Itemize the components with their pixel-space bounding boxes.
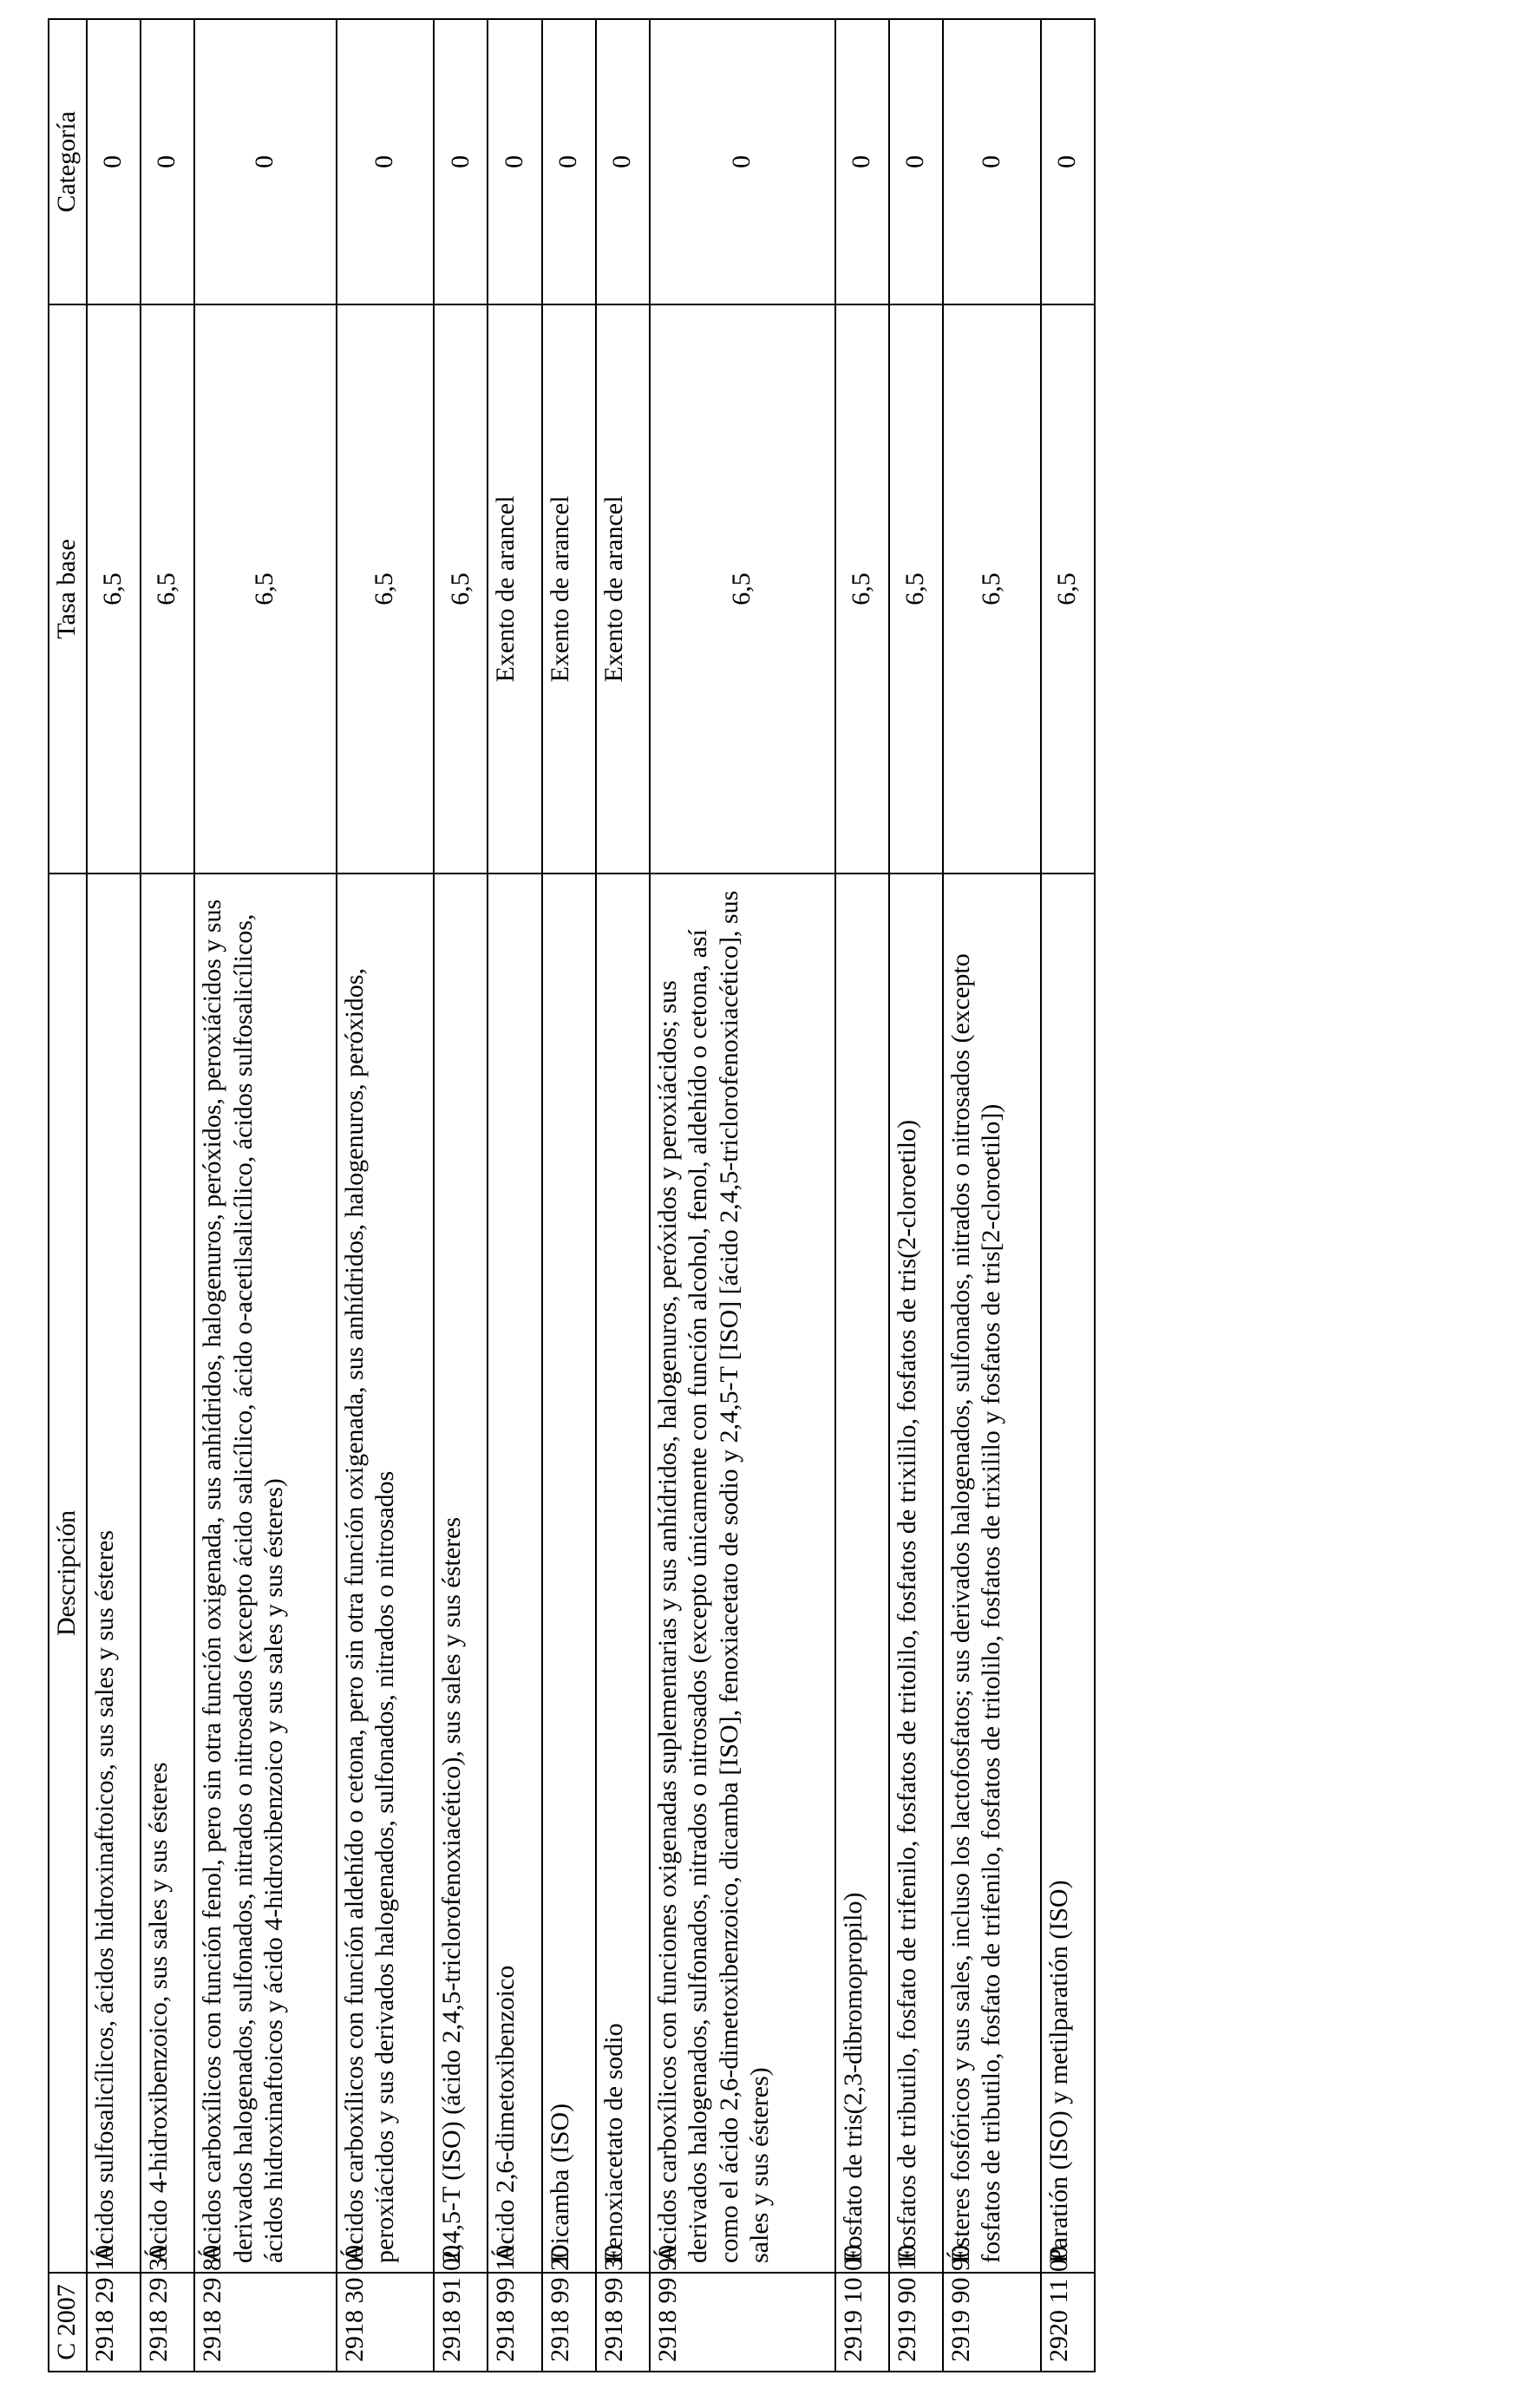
cell-base-rate: Exento de arancel <box>596 304 650 874</box>
cell-description: Ácido 2,6-dimetoxibenzoico <box>488 874 541 2273</box>
cell-description: Ácidos sulfosalicílicos, ácidos hidroxinaftoicos, sus sales y sus ésteres <box>87 874 141 2273</box>
cell-category: 0 <box>434 19 488 304</box>
cell-code: 2918 29 10 <box>87 2273 141 2372</box>
cell-category: 0 <box>1041 19 1095 304</box>
cell-description: Dicamba (ISO) <box>542 874 596 2273</box>
cell-base-rate: Exento de arancel <box>542 304 596 874</box>
cell-code: 2918 99 30 <box>596 2273 650 2372</box>
header-category: Categoría <box>49 19 87 304</box>
header-base-rate: Tasa base <box>49 304 87 874</box>
cell-base-rate: 6,5 <box>87 304 141 874</box>
cell-description: Ácidos carboxílicos con funciones oxigenadas suplementarias y sus anhídridos, halogenuros, peróxidos y peroxiácidos; sus derivados halogenados, sulfonados, nitrados o nitrosados (excepto únicamente con función alcohol, fenol, aldehído o cetona, así como el ácido 2,6-dimetoxibenzoico, dicamba [ISO], fenoxiacetato de sodio y 2,4,5-T [ISO] [ácido 2,4,5-triclorofenoxiacético], sus sales y sus ésteres) <box>650 874 835 2273</box>
cell-code: 2920 11 00 <box>1041 2273 1095 2372</box>
table-row <box>650 19 835 2372</box>
table-row <box>488 19 541 2372</box>
rotated-page <box>48 20 1096 2372</box>
cell-base-rate: 6,5 <box>141 304 194 874</box>
cell-category: 0 <box>87 19 141 304</box>
cell-code: 2919 90 90 <box>943 2273 1041 2372</box>
cell-category: 0 <box>194 19 336 304</box>
table-row <box>141 19 194 2372</box>
cell-description: Fenoxiacetato de sodio <box>596 874 650 2273</box>
cell-base-rate: 6,5 <box>1041 304 1095 874</box>
table-row <box>434 19 488 2372</box>
table-row <box>596 19 650 2372</box>
cell-base-rate: Exento de arancel <box>488 304 541 874</box>
cell-description: Ácidos carboxílicos con función fenol, pero sin otra función oxigenada, sus anhídridos, halogenuros, peróxidos, peroxiácidos y sus derivados halogenados, sulfonados, nitrados o nitrosados (excepto ácido salicílico, ácido o-acetilsalicílico, ácidos sulfosalicílicos, ácidos hidroxinaftoicos y ácido 4-hidroxibenzoico y sus sales y sus ésteres) <box>194 874 336 2273</box>
cell-base-rate: 6,5 <box>889 304 943 874</box>
cell-base-rate: 6,5 <box>337 304 435 874</box>
cell-category: 0 <box>943 19 1041 304</box>
header-description: Descripción <box>49 874 87 2273</box>
cell-description: Paratión (ISO) y metilparatión (ISO) <box>1041 874 1095 2273</box>
table-header-row <box>49 19 87 2372</box>
cell-code: 2918 91 00 <box>434 2273 488 2372</box>
cell-category: 0 <box>488 19 541 304</box>
cell-base-rate: 6,5 <box>434 304 488 874</box>
cell-code: 2918 30 00 <box>337 2273 435 2372</box>
cell-category: 0 <box>542 19 596 304</box>
cell-category: 0 <box>889 19 943 304</box>
table-row <box>835 19 889 2372</box>
cell-code: 2918 99 10 <box>488 2273 541 2372</box>
table-row <box>542 19 596 2372</box>
cell-base-rate: 6,5 <box>943 304 1041 874</box>
cell-code: 2918 99 90 <box>650 2273 835 2372</box>
table-row <box>1041 19 1095 2372</box>
cell-category: 0 <box>337 19 435 304</box>
cell-base-rate: 6,5 <box>194 304 336 874</box>
cell-category: 0 <box>596 19 650 304</box>
cell-code: 2918 29 80 <box>194 2273 336 2372</box>
cell-base-rate: 6,5 <box>650 304 835 874</box>
header-code: C 2007 <box>49 2273 87 2372</box>
cell-category: 0 <box>141 19 194 304</box>
cell-description: Fosfato de tris(2,3-dibromopropilo) <box>835 874 889 2273</box>
cell-code: 2919 10 00 <box>835 2273 889 2372</box>
table-row <box>87 19 141 2372</box>
cell-description: Ésteres fosfóricos y sus sales, incluso los lactofosfatos; sus derivados halogenados, sulfonados, nitrados o nitrosados (excepto fosfatos de tributilo, fosfato de trifenilo, fosfatos de tritolilo, fosfatos de trixililo y fosfatos de tris[2-cloroetilo]) <box>943 874 1041 2273</box>
cell-code: 2919 90 10 <box>889 2273 943 2372</box>
cell-description: Fosfatos de tributilo, fosfato de trifenilo, fosfatos de tritolilo, fosfatos de trixililo, fosfatos de tris(2-cloroetilo) <box>889 874 943 2273</box>
table-row <box>889 19 943 2372</box>
table-row <box>337 19 435 2372</box>
cell-category: 0 <box>835 19 889 304</box>
cell-code: 2918 99 20 <box>542 2273 596 2372</box>
cell-description: Ácido 4-hidroxibenzoico, sus sales y sus ésteres <box>141 874 194 2273</box>
cell-description: Ácidos carboxílicos con función aldehído o cetona, pero sin otra función oxigenada, sus anhídridos, halogenuros, peróxidos, peroxiácidos y sus derivados halogenados, sulfonados, nitrados o nitrosados <box>337 874 435 2273</box>
tariff-table <box>48 18 1096 2372</box>
cell-base-rate: 6,5 <box>835 304 889 874</box>
cell-category: 0 <box>650 19 835 304</box>
table-row <box>194 19 336 2372</box>
cell-description: 2,4,5-T (ISO) (ácido 2,4,5-triclorofenoxiacético), sus sales y sus ésteres <box>434 874 488 2273</box>
cell-code: 2918 29 30 <box>141 2273 194 2372</box>
table-row <box>943 19 1041 2372</box>
